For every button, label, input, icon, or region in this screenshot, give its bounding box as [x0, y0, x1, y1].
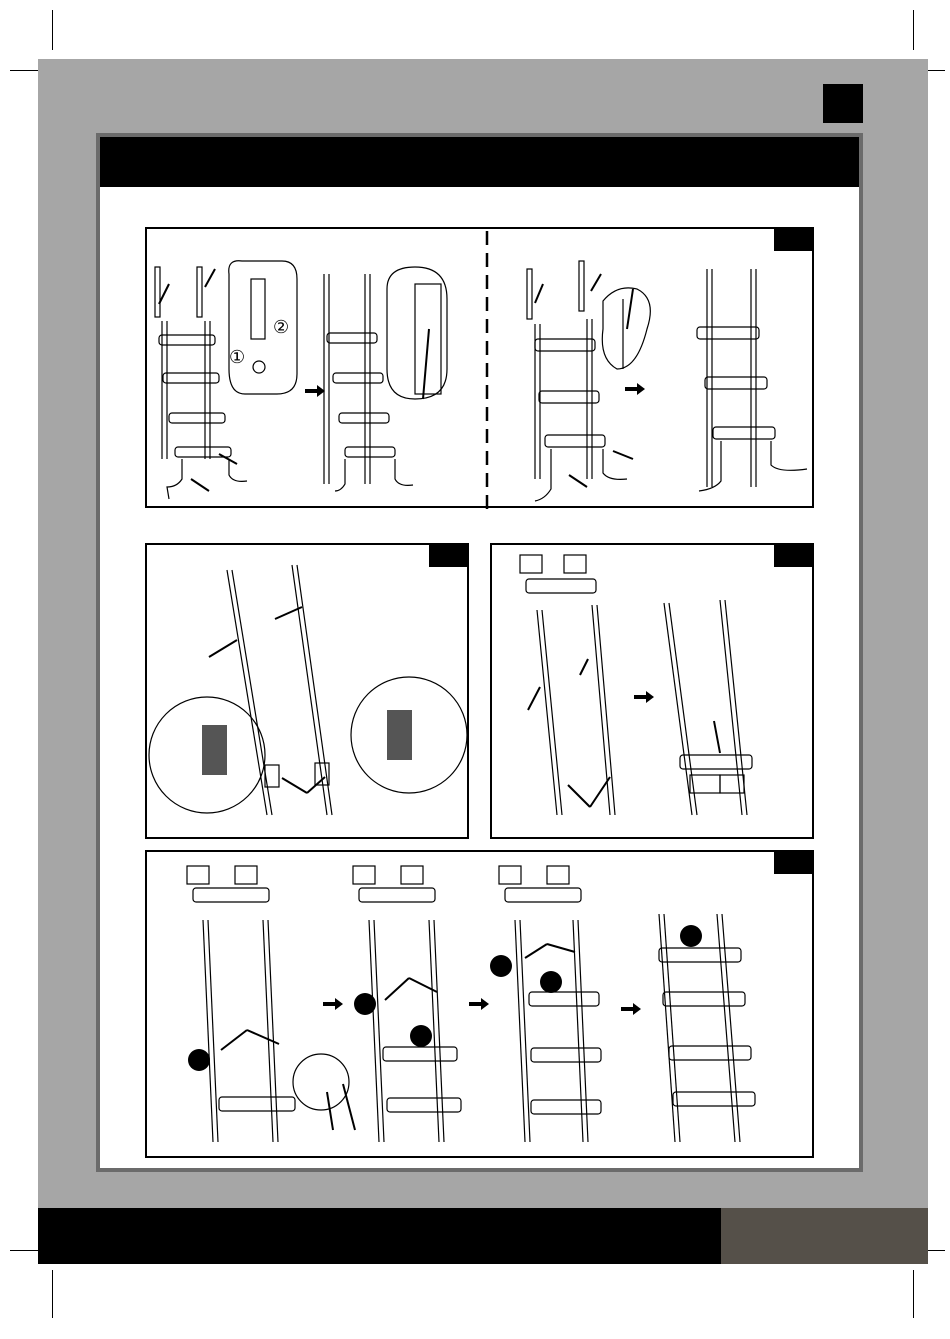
panel-step-d: [145, 850, 814, 1158]
panel-step-a: [145, 227, 814, 508]
step-circle-1: ①: [229, 347, 246, 368]
panel-step-d-illustration: [147, 852, 816, 1160]
page-number-box: [823, 84, 863, 123]
panel-step-b-illustration: [147, 545, 471, 841]
crop-mark-top-left-v: [52, 10, 53, 50]
crop-mark-top-left-h: [10, 70, 38, 71]
footer-tab: [721, 1208, 928, 1264]
section-title-bar: [100, 137, 859, 187]
footer-bar: [38, 1208, 721, 1264]
panel-step-c: [490, 543, 814, 839]
crop-mark-bottom-left-h: [10, 1250, 38, 1251]
panel-step-b: [145, 543, 469, 839]
panel-step-a-illustration: [147, 229, 816, 510]
crop-mark-top-right-v: [913, 10, 914, 50]
step-circle-2: ②: [273, 317, 290, 338]
crop-mark-bottom-right-v: [913, 1270, 914, 1318]
panel-step-c-illustration: [492, 545, 816, 841]
crop-mark-bottom-left-v: [52, 1270, 53, 1318]
